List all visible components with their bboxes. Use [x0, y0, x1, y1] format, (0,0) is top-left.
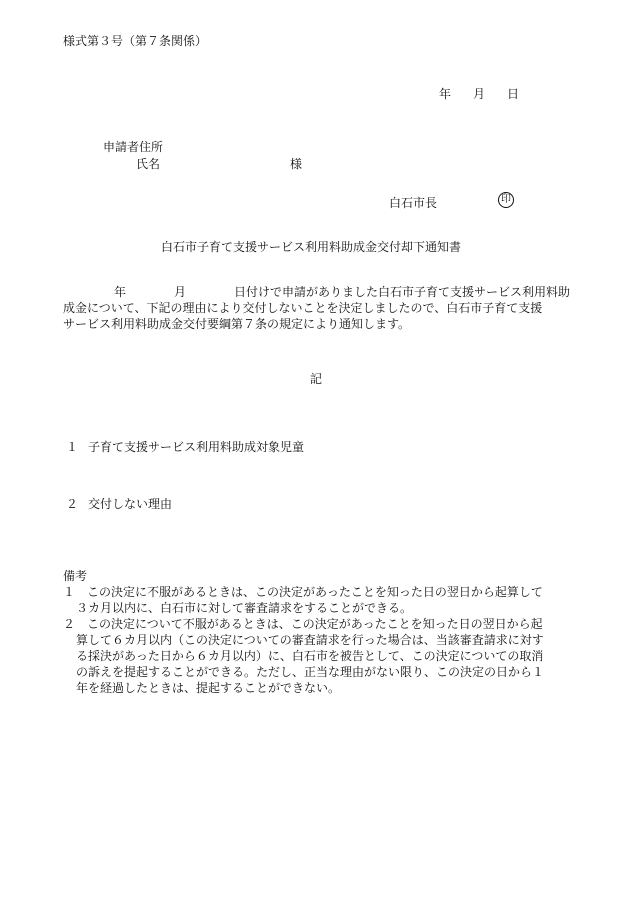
body-paragraph — [63, 284, 573, 332]
note-1-line-2: ３カ月以内に、白石市に対して審査請求をすることができる。 — [76, 601, 413, 615]
date-day: 日 — [507, 87, 520, 101]
note-2-line-2: 算して６カ月以内（この決定についての審査請求を行った場合は、当該審査請求に対す — [76, 633, 544, 647]
date-month: 月 — [473, 87, 486, 101]
note-1-text-1: この決定に不服があるときは、この決定があったことを知った日の翌日から起算して — [87, 585, 543, 599]
applicant-name-label: 氏名 — [136, 157, 161, 171]
note-2-number: ２ — [63, 617, 76, 631]
note-2-line-3: る採決があった日から６カ月以内）に、白石市を被告として、この決定についての取消 — [76, 649, 544, 663]
item-2-number: ２ — [66, 497, 79, 511]
body-line-3: サービス利用料助成金交付要綱第７条の規定により通知します。 — [63, 317, 411, 331]
notes-heading: 備考 — [63, 569, 88, 583]
applicant-address-label: 申請者住所 — [103, 140, 164, 154]
ki-label: 記 — [310, 372, 323, 386]
body-line-2: 成金について、下記の理由により交付しないことを決定しましたので、白石市子育て支援 — [63, 301, 543, 315]
item-1-label: 子育て支援サービス利用料助成対象児童 — [88, 440, 305, 454]
note-2-line-1 — [63, 616, 583, 632]
item-2 — [66, 496, 172, 512]
form-number: 様式第３号（第７条関係） — [63, 34, 208, 48]
body-line-1 — [63, 284, 573, 300]
notes-list — [63, 584, 583, 696]
item-1-number: １ — [66, 440, 79, 454]
body-line-1-text: 日付けで申請がありました白石市子育て支援サービス利用料助 — [234, 285, 571, 299]
item-1 — [66, 439, 304, 455]
item-2-label: 交付しない理由 — [88, 497, 173, 511]
note-2-line-5: 年を経過したときは、提起することができない。 — [76, 681, 341, 695]
applicant-honorific: 様 — [290, 157, 303, 171]
seal-icon: 印 — [498, 192, 514, 208]
note-2-text-1: この決定について不服があるときは、この決定があったことを知った日の翌日から起 — [87, 617, 543, 631]
issuer-title: 白石市長 — [389, 196, 438, 210]
body-year: 年 — [114, 285, 127, 299]
body-month: 月 — [174, 285, 187, 299]
note-1-number: １ — [63, 585, 76, 599]
date-line — [439, 86, 519, 102]
document-title: 白石市子育て支援サービス利用料助成金交付却下通知書 — [161, 240, 462, 254]
note-1-line-1 — [63, 584, 583, 600]
note-2-line-4: の訴えを提起することができる。ただし、正当な理由がない限り、この決定の日から１ — [76, 665, 545, 679]
date-year: 年 — [439, 87, 452, 101]
